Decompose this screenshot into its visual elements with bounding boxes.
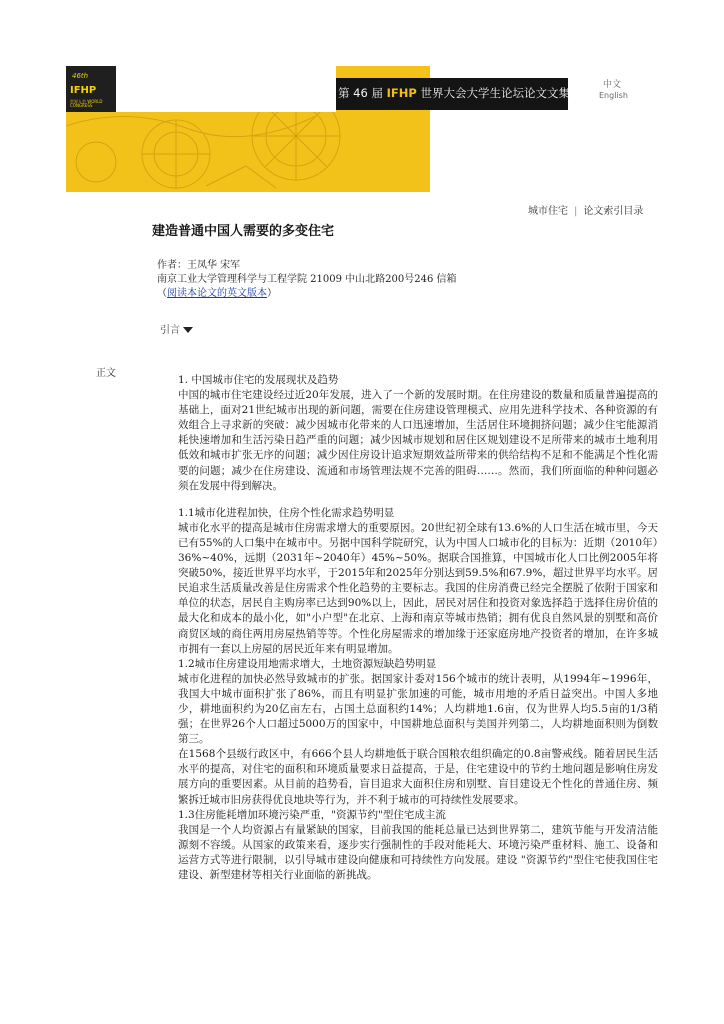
paragraph: 中国的城市住宅建设经过近20年发展，进入了一个新的发展时期。在住房建设的数量和质量普遍提高的基础上，面对21世纪城市出现的新问题，需要在住房建设管理模式、应用先进科学技术、各种资源的有效组合上寻求新的突破：减少因城市化带来的人口迅速增加，生活居住环境拥挤问题；减少住宅能源消耗快速增加和生活污染日趋严重的问题；减少因城市规划和居住区规划建设不足所带来的城市土地利用低效和城市扩张无序的问题；减少因住房设计追求短期效益所带来的供给结构不足和不能满足个性化需要的问题；减少在住房建设、流通和市场管理法规不完善的阻碍……。然而，我们所面临的种种问题必须在发展中得到解决。	[178, 389, 658, 492]
section-heading: 1.2城市住房建设用地需求增大，土地资源短缺趋势明显	[178, 657, 437, 670]
body-label: 正文	[96, 368, 116, 379]
affiliation: 南京工业大学管理科学与工程学院 21009 中山北路200号246 信箱	[157, 274, 457, 285]
logo-edition: 46th	[72, 72, 89, 80]
nav-index-link[interactable]: 论文索引目录	[583, 206, 644, 217]
paragraph: 城市化进程的加快必然导致城市的扩张。据国家计委对156个城市的统计表明，从1994年~1996年，我国大中城市面积扩张了86%，而且有明显扩张加速的可能，城市用地的矛盾日益突出。中国人多地少，耕地面积约为20亿亩左右，占国土总面积约14%；人均耕地1.6亩，仅为世界人均5.5亩的1/3稍强；在世界26个人口超过5000万的国家中，中国耕地总面积与美国并列第二，人均耕地面积则为倒数第三。	[178, 672, 658, 746]
language-english-link[interactable]: English	[599, 91, 628, 100]
banner-title-suffix: 世界大会大学生论坛论文文集	[416, 86, 570, 100]
paragraph: 城市化水平的提高是城市住房需求增大的重要原因。20世纪初全球有13.6%的人口生活在城市里，今天已有55%的人口集中在城市中。另据中国科学院研究，认为中国人口城市化的目标为：近期（2010年）36%~40%，远期（2031年~2040年）45%~50%。据联合国推算，中国城市化人口比例2005年将突破50%，接近世界平均水平，于2015年和2025年分别达到59.5%和67.9%，超过世界平均水平。居民追求生活质量改善是住房需求个性化趋势的主要标志。我国的住房消费已经完全摆脱了依附于国家和单位的状态，居民自主购房率已达到90%以上，因此，居民对居住和投资对象选择趋于选择住房价值的最大化和成本的最小化，如"小户型"在北京、上海和南京等城市热销；拥有优良自然风景的别墅和高价商贸区域的商住两用房屋热销等等。个性化房屋需求的增加缘于还家庭房地产投资者的增加，在许多城市拥有一套以上房屋的居民近年来有明显增加。	[178, 521, 658, 655]
banner-white-area	[116, 66, 336, 112]
breadcrumb	[528, 202, 643, 217]
paragraph: 我国是一个人均资源占有量紧缺的国家，目前我国的能耗总量已达到世界第二，建筑节能与开发清洁能源刻不容缓。从国家的政策来看，逐步实行强制性的手段对能耗大、环境污染严重材料、施工、设备和运营方式等进行限制，以引导城市建设向健康和可持续性方向发展。建设 "资源节约"型住宅使我国住宅建设、新型建材等相关行业面临的新挑战。	[178, 823, 658, 881]
banner-title-prefix: 第 46 届	[338, 86, 387, 100]
paren-open: （	[157, 288, 167, 299]
abstract-label: 引言	[160, 325, 180, 336]
page-title: 建造普通中国人需要的多变住宅	[152, 224, 335, 239]
article-body	[178, 373, 658, 883]
section-heading: 1.3住房能耗增加环境污染严重，"资源节约"型住宅成主流	[178, 808, 446, 821]
authors: 作者：王凤华 宋军	[157, 260, 241, 271]
banner-title	[338, 85, 570, 101]
nav-housing-link[interactable]: 城市住宅	[528, 206, 568, 217]
logo-subtitle: 世界人会 WORLD CONGRESS	[70, 99, 103, 108]
paren-close: ）	[267, 288, 277, 299]
paragraph: 在1568个县级行政区中，有666个县人均耕地低于联合国粮农组织确定的0.8亩警戒线。随着居民生活水平的提高，对住宅的面积和环境质量要求日益提高，于是，住宅建设中的节约土地问题是影响住房发展方向的重要因素。从目前的趋势看，盲目追求大面积住房和别墅、盲目建设无个性化的普通住房、频繁拆迁城市旧房获得优良地块等行为，并不利于城市的可持续性发展要求。	[178, 748, 658, 806]
ifhp-logo[interactable]	[66, 66, 116, 112]
banner-title-brand: IFHP	[386, 86, 417, 100]
triangle-down-icon	[183, 327, 193, 333]
section-heading: 1.1城市化进程加快，住房个性化需求趋势明显	[178, 506, 395, 519]
logo-name: IFHP	[70, 85, 97, 96]
english-version-row	[157, 284, 277, 299]
language-chinese-link[interactable]: 中文	[603, 80, 622, 90]
english-version-link[interactable]: 阅读本论文的英文版本	[167, 288, 267, 299]
section-heading: 1. 中国城市住宅的发展现状及趋势	[178, 374, 339, 386]
paragraph-gap	[178, 494, 658, 506]
nav-separator: |	[574, 206, 578, 217]
abstract-toggle[interactable]	[160, 321, 193, 336]
